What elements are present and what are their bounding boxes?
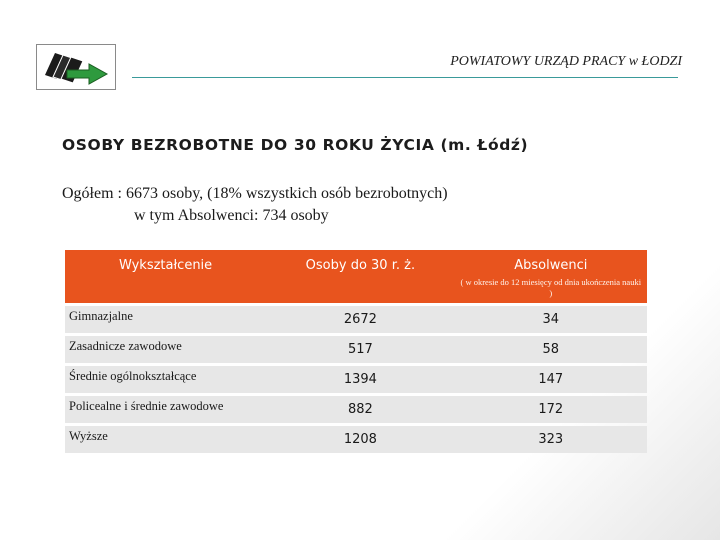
row-graduates-value: 172 xyxy=(455,396,647,423)
summary-total: Ogółem : 6673 osoby, (18% wszystkich osób bezrobotnych) xyxy=(62,185,448,202)
table-row xyxy=(65,426,647,453)
row-age-value: 1394 xyxy=(266,366,454,393)
table-row xyxy=(65,366,647,393)
header-education: Wykształcenie xyxy=(65,250,266,303)
page-title-text: OSOBY BEZROBOTNE DO 30 ROKU ŻYCIA xyxy=(62,136,435,154)
logo xyxy=(36,44,116,90)
row-age-value: 1208 xyxy=(266,426,454,453)
header-graduates-note: ( w okresie do 12 miesięcy od dnia ukończenia nauki ) xyxy=(460,277,642,298)
row-age-value: 882 xyxy=(266,396,454,423)
table-row xyxy=(65,306,647,333)
row-graduates-value: 58 xyxy=(455,336,647,363)
row-graduates-value: 147 xyxy=(455,366,647,393)
row-graduates-value: 34 xyxy=(455,306,647,333)
row-label: Wyższe xyxy=(65,426,266,453)
table-row xyxy=(65,396,647,423)
table-row xyxy=(65,336,647,363)
summary-graduates: w tym Absolwenci: 734 osoby xyxy=(134,207,329,224)
row-age-value: 2672 xyxy=(266,306,454,333)
arrow-cards-logo-icon xyxy=(37,45,115,89)
education-table xyxy=(65,247,647,456)
header-divider xyxy=(132,77,678,78)
header-graduates-label: Absolwenci xyxy=(514,258,588,273)
row-label: Zasadnicze zawodowe xyxy=(65,336,266,363)
table-header-row xyxy=(65,250,647,303)
summary xyxy=(62,183,448,227)
page-title xyxy=(62,136,528,154)
row-label: Średnie ogólnokształcące xyxy=(65,366,266,393)
row-label: Policealne i średnie zawodowe xyxy=(65,396,266,423)
row-graduates-value: 323 xyxy=(455,426,647,453)
office-name: POWIATOWY URZĄD PRACY w ŁODZI xyxy=(450,54,682,69)
row-age-value: 517 xyxy=(266,336,454,363)
page-title-suffix: (m. Łódź) xyxy=(440,136,529,154)
header-graduates xyxy=(455,250,647,303)
header-age: Osoby do 30 r. ż. xyxy=(266,250,454,303)
row-label: Gimnazjalne xyxy=(65,306,266,333)
